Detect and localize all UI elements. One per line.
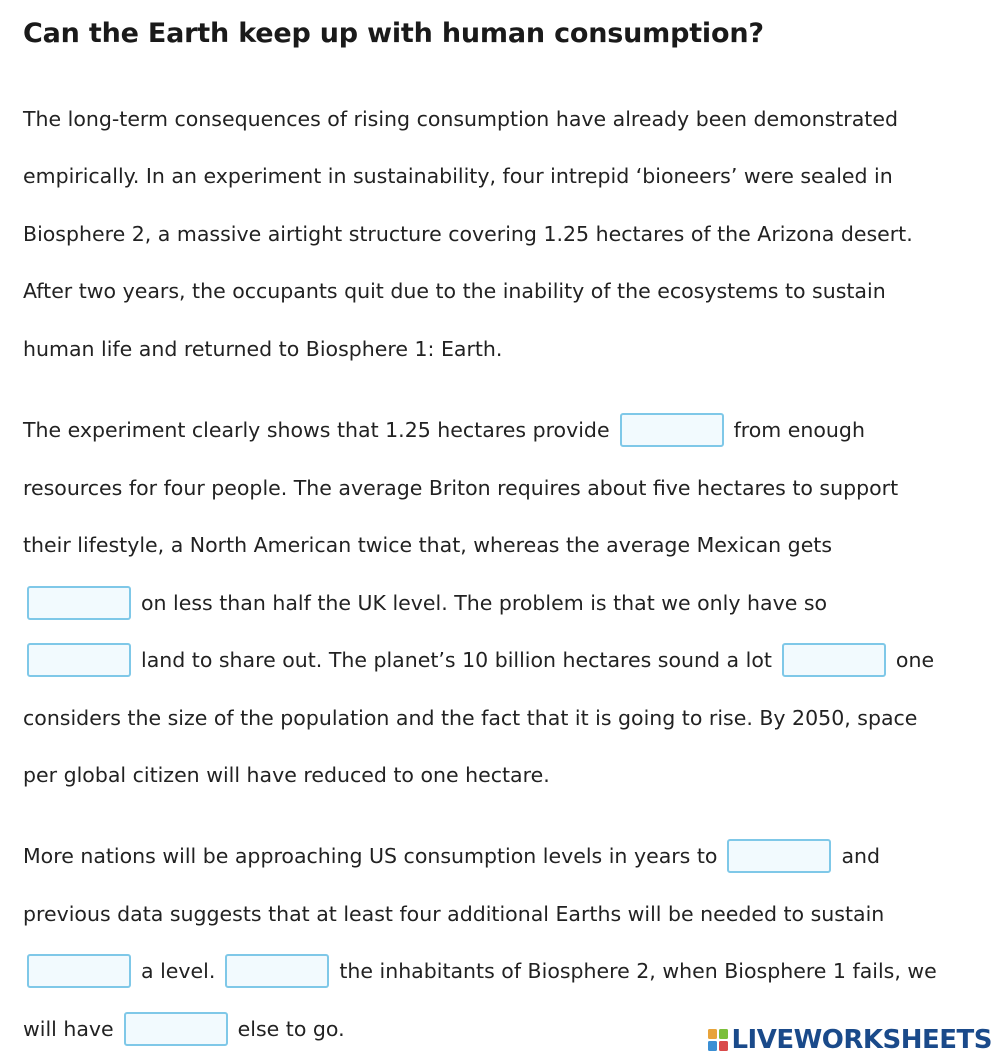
liveworksheets-logo-icon xyxy=(707,1028,729,1052)
blank-1-input[interactable] xyxy=(620,413,724,447)
blank-6-input[interactable] xyxy=(27,954,131,988)
paragraph-3-line-4: will have else to go. xyxy=(23,1008,345,1048)
blank-7-input[interactable] xyxy=(225,954,329,988)
paragraph-1-line-5: human life and returned to Biosphere 1: Earth. xyxy=(23,337,503,361)
paragraph-2-line-2: resources for four people. The average Briton requires about five hectares to support xyxy=(23,476,899,500)
blank-2-input[interactable] xyxy=(27,586,131,620)
paragraph-3-line-3: a level. the inhabitants of Biosphere 2, when Biosphere 1 fails, we xyxy=(27,950,937,990)
paragraph-1-line-2: empirically. In an experiment in sustainability, four intrepid ‘bioneers’ were sealed in xyxy=(23,164,893,188)
paragraph-2-line-3: their lifestyle, a North American twice that, whereas the average Mexican gets xyxy=(23,533,833,557)
paragraph-1-line-4: After two years, the occupants quit due to the inability of the ecosystems to sustain xyxy=(23,279,886,303)
blank-8-input[interactable] xyxy=(124,1012,228,1046)
paragraph-3-line-1: More nations will be approaching US consumption levels in years to and xyxy=(23,835,880,875)
liveworksheets-logo-text: LIVEWORKSHEETS xyxy=(731,1025,992,1055)
blank-5-input[interactable] xyxy=(727,839,831,873)
liveworksheets-logo xyxy=(707,1023,992,1057)
paragraph-2-line-4: on less than half the UK level. The problem is that we only have so xyxy=(27,582,827,622)
paragraph-2-line-6: considers the size of the population and the fact that it is going to rise. By 2050, space xyxy=(23,706,918,730)
blank-3-input[interactable] xyxy=(27,643,131,677)
paragraph-2-line-5: land to share out. The planet’s 10 billion hectares sound a lot one xyxy=(27,639,934,679)
blank-4-input[interactable] xyxy=(782,643,886,677)
paragraph-2-line-1: The experiment clearly shows that 1.25 hectares provide from enough xyxy=(23,409,865,449)
paragraph-2-line-7: per global citizen will have reduced to one hectare. xyxy=(23,763,550,787)
paragraph-1-line-3: Biosphere 2, a massive airtight structure covering 1.25 hectares of the Arizona desert. xyxy=(23,222,913,246)
paragraph-3-line-2: previous data suggests that at least four additional Earths will be needed to sustain xyxy=(23,902,885,926)
paragraph-1-line-1: The long-term consequences of rising consumption have already been demonstrated xyxy=(23,107,898,131)
page-title: Can the Earth keep up with human consumption? xyxy=(23,18,764,49)
